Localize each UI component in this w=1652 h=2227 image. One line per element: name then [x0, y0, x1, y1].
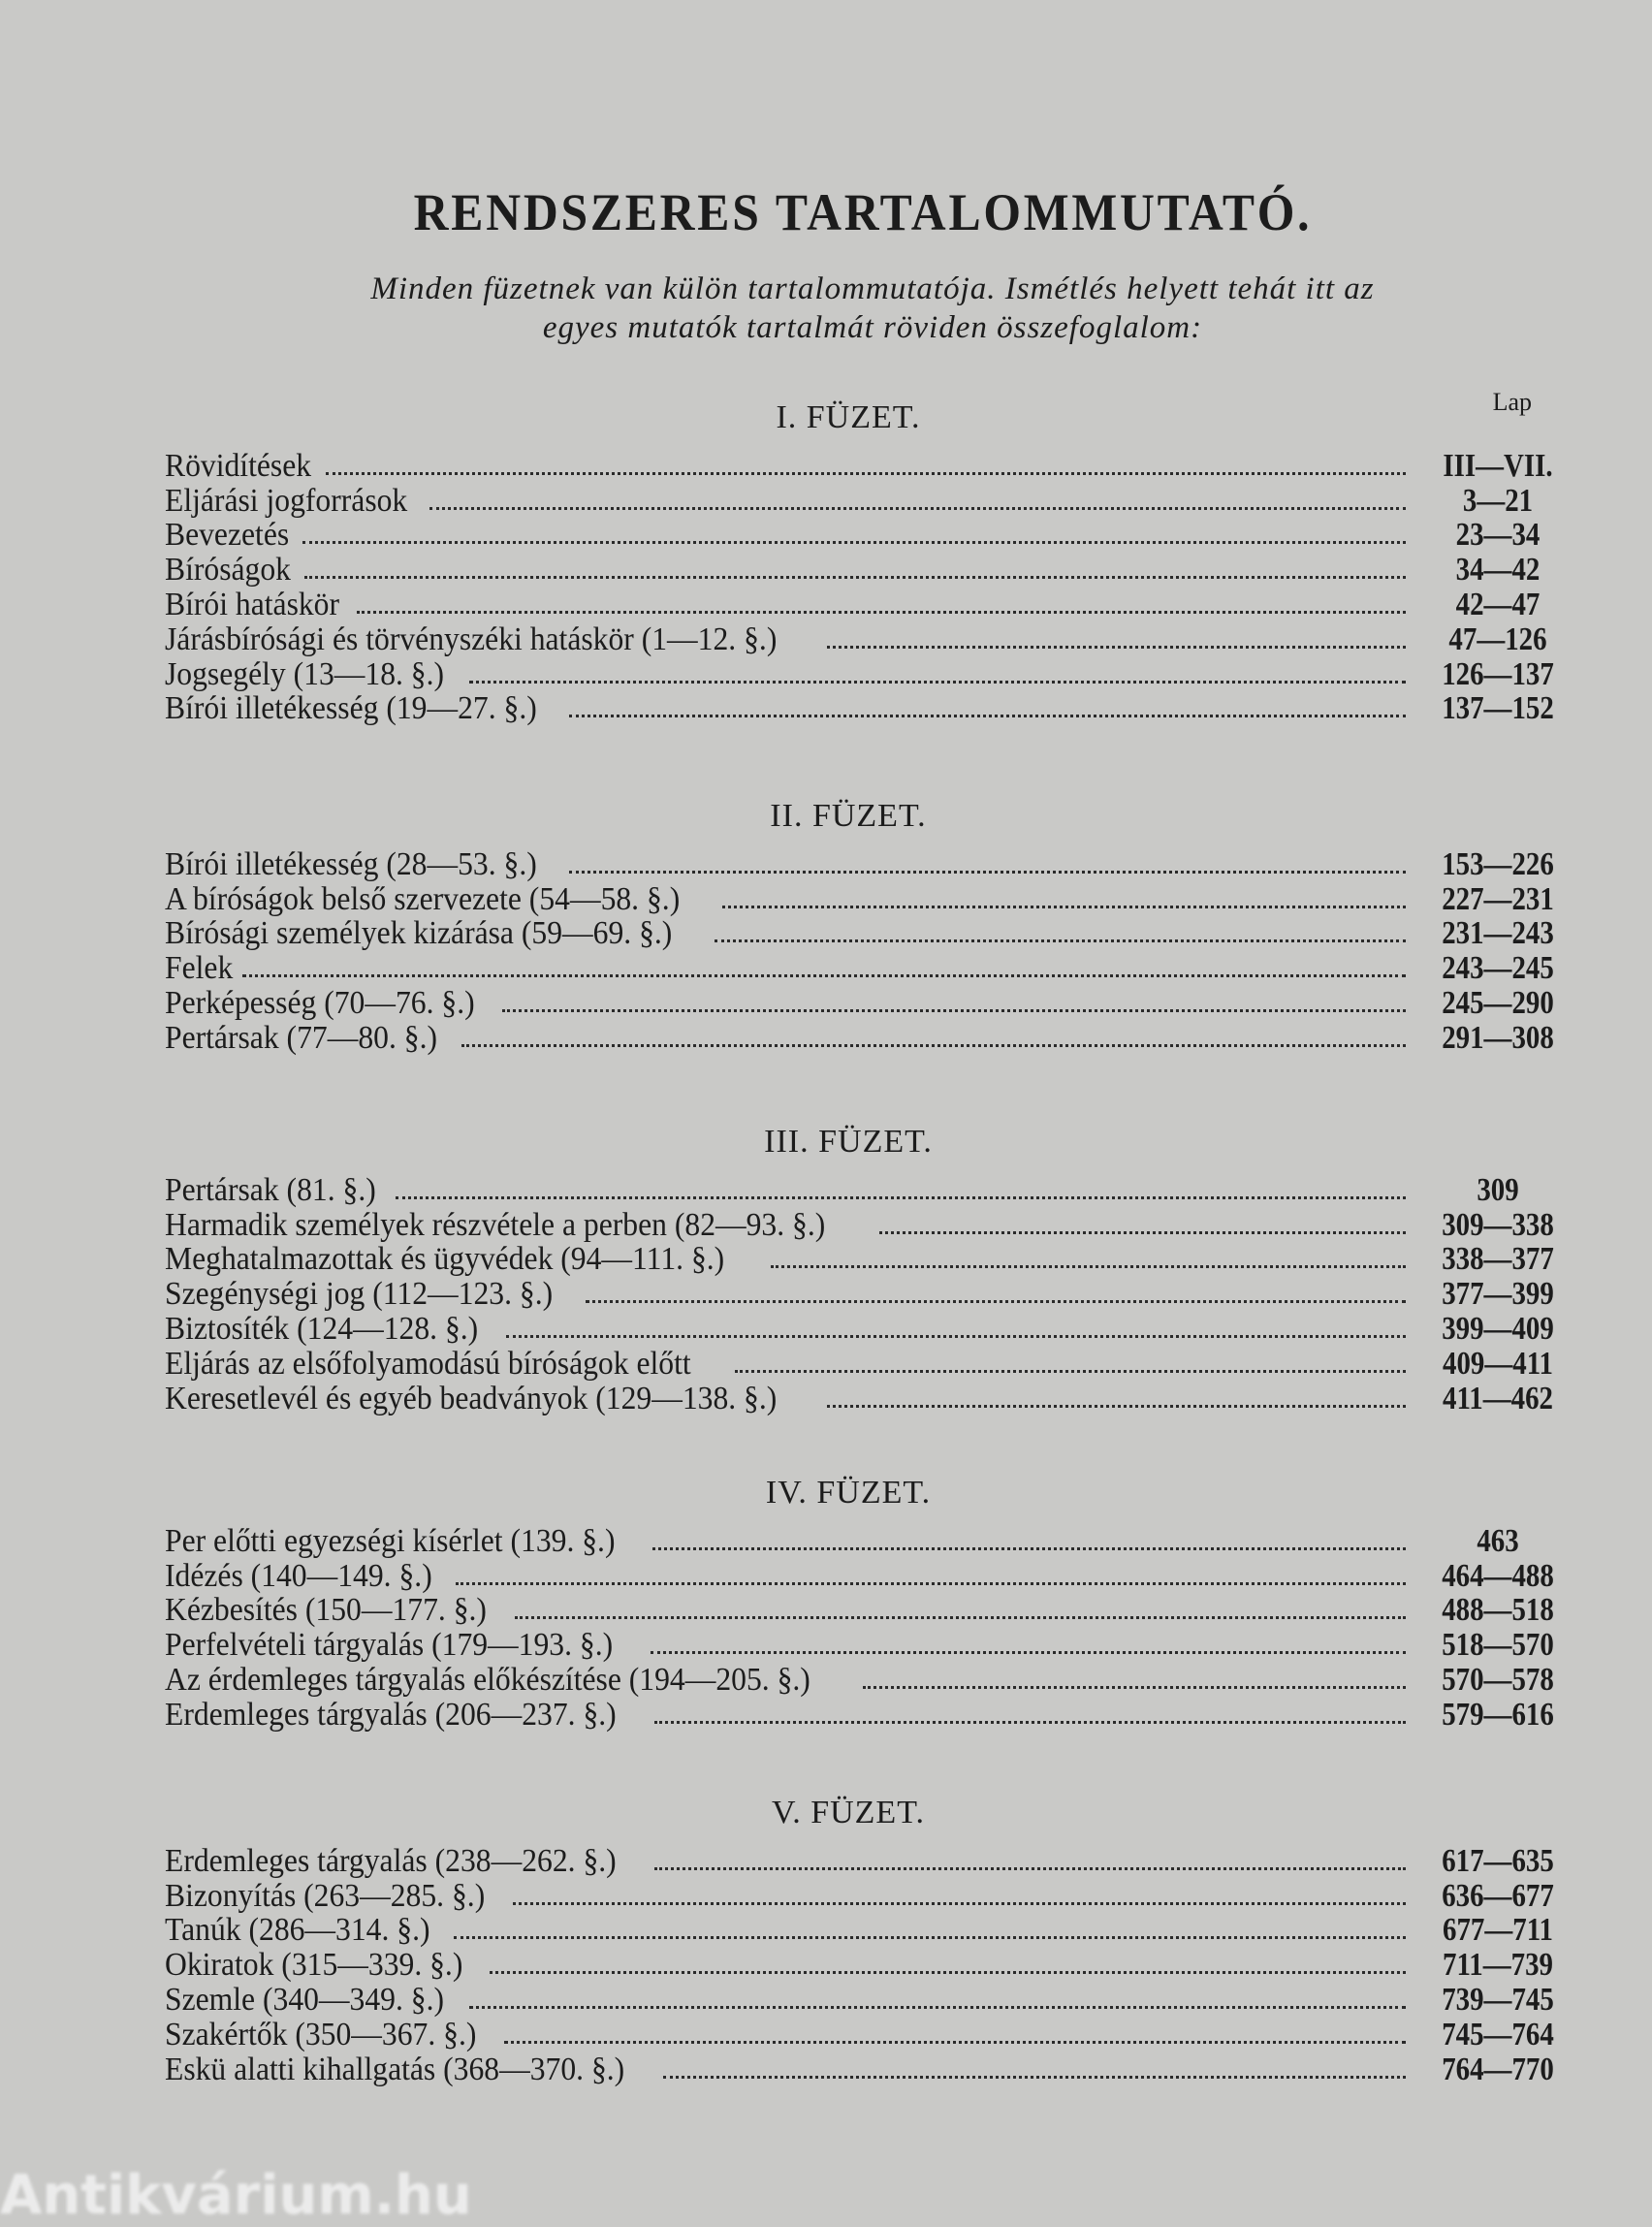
entry-pages: 227—231 — [1442, 880, 1554, 917]
dot-leader — [654, 1721, 1406, 1724]
toc-entry — [165, 916, 1571, 951]
entry-label: Eljárás az elsőfolyamodású bíróságok előtt — [165, 1345, 691, 1382]
dot-leader — [652, 1547, 1406, 1550]
entry-label: Bírósági személyek kizárása (59—69. §.) — [165, 915, 673, 952]
dot-leader — [715, 939, 1406, 942]
entry-label: Pertársak (77—80. §.) — [165, 1019, 438, 1056]
dot-leader — [722, 906, 1406, 908]
toc-entry — [165, 846, 1571, 881]
toc-entry — [165, 1697, 1571, 1732]
entry-pages: 137—152 — [1442, 690, 1554, 727]
entry-label: Az érdemleges tárgyalás előkészítése (194—205. §.) — [165, 1661, 810, 1698]
entry-label: Harmadik személyek részvétele a perben (82—93. §.) — [165, 1206, 826, 1243]
dot-leader — [357, 611, 1406, 614]
toc-entry — [165, 1558, 1571, 1593]
entry-pages: 677—711 — [1442, 1912, 1554, 1949]
dot-leader — [735, 1370, 1407, 1373]
toc-entry — [165, 1913, 1571, 1948]
page-title: RENDSZERES TARTALOMMUTATÓ. — [413, 183, 1313, 241]
section-heading: I. FÜZET. — [776, 399, 921, 435]
entry-pages: 518—570 — [1442, 1627, 1554, 1664]
dot-leader — [654, 1867, 1406, 1870]
toc-entry — [165, 1346, 1571, 1381]
toc-entry — [165, 1276, 1571, 1311]
section-heading: V. FÜZET. — [772, 1795, 925, 1830]
toc-entry — [165, 691, 1571, 726]
toc-entry — [165, 985, 1571, 1020]
toc-entry — [165, 1627, 1571, 1662]
entry-pages: 377—399 — [1442, 1276, 1554, 1313]
dot-leader — [651, 1651, 1406, 1654]
toc-entry — [165, 1878, 1571, 1913]
section-heading: IV. FÜZET. — [765, 1475, 932, 1511]
toc-entry — [165, 2017, 1571, 2052]
dot-leader — [396, 1196, 1406, 1199]
entry-label: Kézbesítés (150—177. §.) — [165, 1592, 487, 1629]
dot-leader — [515, 1616, 1406, 1619]
entry-label: Meghatalmazottak és ügyvédek (94—111. §.) — [165, 1241, 725, 1278]
toc-entry — [165, 552, 1571, 587]
dot-leader — [242, 974, 1406, 977]
entry-pages: 399—409 — [1442, 1310, 1554, 1347]
entry-pages: 126—137 — [1442, 655, 1554, 692]
entry-pages: 570—578 — [1442, 1661, 1554, 1698]
entry-label: Pertársak (81. §.) — [165, 1171, 376, 1208]
toc-entry — [165, 656, 1571, 691]
entry-pages: 411—462 — [1442, 1380, 1554, 1416]
toc-entry — [165, 2052, 1571, 2086]
dot-leader — [586, 1300, 1406, 1303]
entry-pages: 42—47 — [1455, 586, 1541, 622]
toc-entry — [165, 1947, 1571, 1982]
entry-label: Keresetlevél és egyéb beadványok (129—138. §.) — [165, 1380, 778, 1416]
entry-pages: 711—739 — [1442, 1947, 1554, 1984]
entry-label: Szemle (340—349. §.) — [165, 1981, 445, 2018]
entry-label: Bizonyítás (263—285. §.) — [165, 1877, 486, 1914]
toc-entry — [165, 1242, 1571, 1277]
intro-text — [165, 270, 1580, 347]
entry-pages: 617—635 — [1442, 1842, 1554, 1879]
entry-pages: 291—308 — [1442, 1019, 1554, 1056]
toc-entry — [165, 518, 1571, 553]
entry-label: Felek — [165, 950, 234, 987]
entry-label: Bíróságok — [165, 552, 291, 589]
toc-entry — [165, 1982, 1571, 2017]
toc-entry — [165, 1207, 1571, 1242]
entry-pages: III—VII. — [1443, 447, 1553, 484]
dot-leader — [304, 576, 1406, 579]
entry-pages: 34—42 — [1455, 552, 1541, 589]
toc-entry — [165, 1523, 1571, 1558]
toc-entry — [165, 1593, 1571, 1628]
entry-pages: 243—245 — [1442, 950, 1554, 987]
toc-entry — [165, 1381, 1571, 1416]
entry-pages: 488—518 — [1442, 1592, 1554, 1629]
dot-leader — [469, 2006, 1406, 2009]
dot-leader — [504, 2041, 1406, 2044]
page-column-label: Lap — [1492, 388, 1532, 416]
toc-entry — [165, 1662, 1571, 1697]
dot-leader — [879, 1231, 1406, 1234]
intro-line: Minden füzetnek van külön tartalommutatója. Ismétlés helyett tehát itt az — [370, 271, 1375, 306]
section-1 — [165, 388, 1571, 727]
entry-label: Eljárási jogforrások — [165, 482, 408, 519]
entry-label: Bevezetés — [165, 517, 290, 554]
entry-label: Bírói illetékesség (19—27. §.) — [165, 690, 537, 727]
dot-leader — [506, 1335, 1406, 1338]
dot-leader — [456, 1582, 1406, 1585]
entry-label: Okiratok (315—339. §.) — [165, 1947, 463, 1984]
entry-label: Bírói hatáskör — [165, 586, 340, 622]
toc-entry — [165, 1311, 1571, 1346]
toc-entry — [165, 950, 1571, 985]
entry-label: Perképesség (70—76. §.) — [165, 984, 475, 1021]
dot-leader — [513, 1902, 1406, 1905]
entry-label: Rövidítések — [165, 447, 312, 484]
entry-pages: 3—21 — [1462, 482, 1534, 519]
entry-label: Szegénységi jog (112—123. §.) — [165, 1276, 554, 1313]
entry-pages: 464—488 — [1442, 1557, 1554, 1594]
intro-line: egyes mutatók tartalmát röviden összefoglalom: — [542, 310, 1203, 345]
entry-pages: 739—745 — [1442, 1981, 1554, 2018]
entry-label: Idézés (140—149. §.) — [165, 1557, 432, 1594]
entry-label: Bírói illetékesség (28—53. §.) — [165, 845, 537, 882]
dot-leader — [827, 1405, 1406, 1408]
entry-label: Tanúk (286—314. §.) — [165, 1912, 430, 1949]
section-3 — [165, 1124, 1571, 1416]
toc-entry — [165, 448, 1571, 483]
entry-label: Járásbírósági és törvényszéki hatáskör (1—12. §.) — [165, 620, 778, 657]
watermark: Antikvárium.hu — [0, 2164, 472, 2227]
entry-pages: 409—411 — [1442, 1345, 1554, 1382]
toc-entry — [165, 881, 1571, 916]
dot-leader — [569, 715, 1406, 717]
entry-label: Biztosíték (124—128. §.) — [165, 1310, 479, 1347]
dot-leader — [771, 1265, 1406, 1268]
entry-pages: 153—226 — [1442, 845, 1554, 882]
entry-label: Szakértők (350—367. §.) — [165, 2016, 477, 2052]
entry-label: Erdemleges tárgyalás (238—262. §.) — [165, 1842, 617, 1879]
toc-entry — [165, 587, 1571, 621]
entry-pages: 463 — [1477, 1522, 1519, 1559]
dot-leader — [663, 2076, 1406, 2079]
dot-leader — [302, 541, 1406, 544]
entry-label: Perfelvételi tárgyalás (179—193. §.) — [165, 1627, 614, 1664]
dot-leader — [469, 681, 1406, 684]
entry-label: Per előtti egyezségi kísérlet (139. §.) — [165, 1522, 616, 1559]
section-heading: II. FÜZET. — [770, 798, 927, 834]
dot-leader — [569, 871, 1406, 874]
section-5 — [165, 1795, 1571, 2086]
dot-leader — [461, 1044, 1406, 1047]
toc-entry — [165, 1172, 1571, 1207]
entry-pages: 47—126 — [1448, 620, 1547, 657]
toc-entry — [165, 1843, 1571, 1878]
entry-pages: 579—616 — [1442, 1696, 1554, 1733]
entry-pages: 309—338 — [1442, 1206, 1554, 1243]
section-4 — [165, 1475, 1571, 1732]
dot-leader — [863, 1686, 1406, 1689]
entry-pages: 745—764 — [1442, 2016, 1554, 2052]
toc-entry — [165, 1020, 1571, 1055]
dot-leader — [502, 1009, 1406, 1012]
dot-leader — [454, 1936, 1406, 1939]
entry-pages: 245—290 — [1442, 984, 1554, 1021]
section-heading: III. FÜZET. — [764, 1124, 933, 1160]
dot-leader — [429, 507, 1406, 510]
entry-pages: 764—770 — [1442, 2051, 1554, 2087]
entry-pages: 338—377 — [1442, 1241, 1554, 1278]
entry-pages: 309 — [1477, 1171, 1519, 1208]
dot-leader — [326, 472, 1406, 475]
entry-pages: 636—677 — [1442, 1877, 1554, 1914]
dot-leader — [827, 646, 1406, 649]
entry-label: Erdemleges tárgyalás (206—237. §.) — [165, 1696, 617, 1733]
entry-pages: 23—34 — [1455, 517, 1541, 554]
toc-entry — [165, 483, 1571, 518]
entry-label: Eskü alatti kihallgatás (368—370. §.) — [165, 2051, 625, 2087]
entry-pages: 231—243 — [1442, 915, 1554, 952]
section-2 — [165, 798, 1571, 1055]
entry-label: A bíróságok belső szervezete (54—58. §.) — [165, 880, 681, 917]
dot-leader — [490, 1971, 1406, 1974]
entry-label: Jogsegély (13—18. §.) — [165, 655, 445, 692]
toc-entry — [165, 621, 1571, 656]
